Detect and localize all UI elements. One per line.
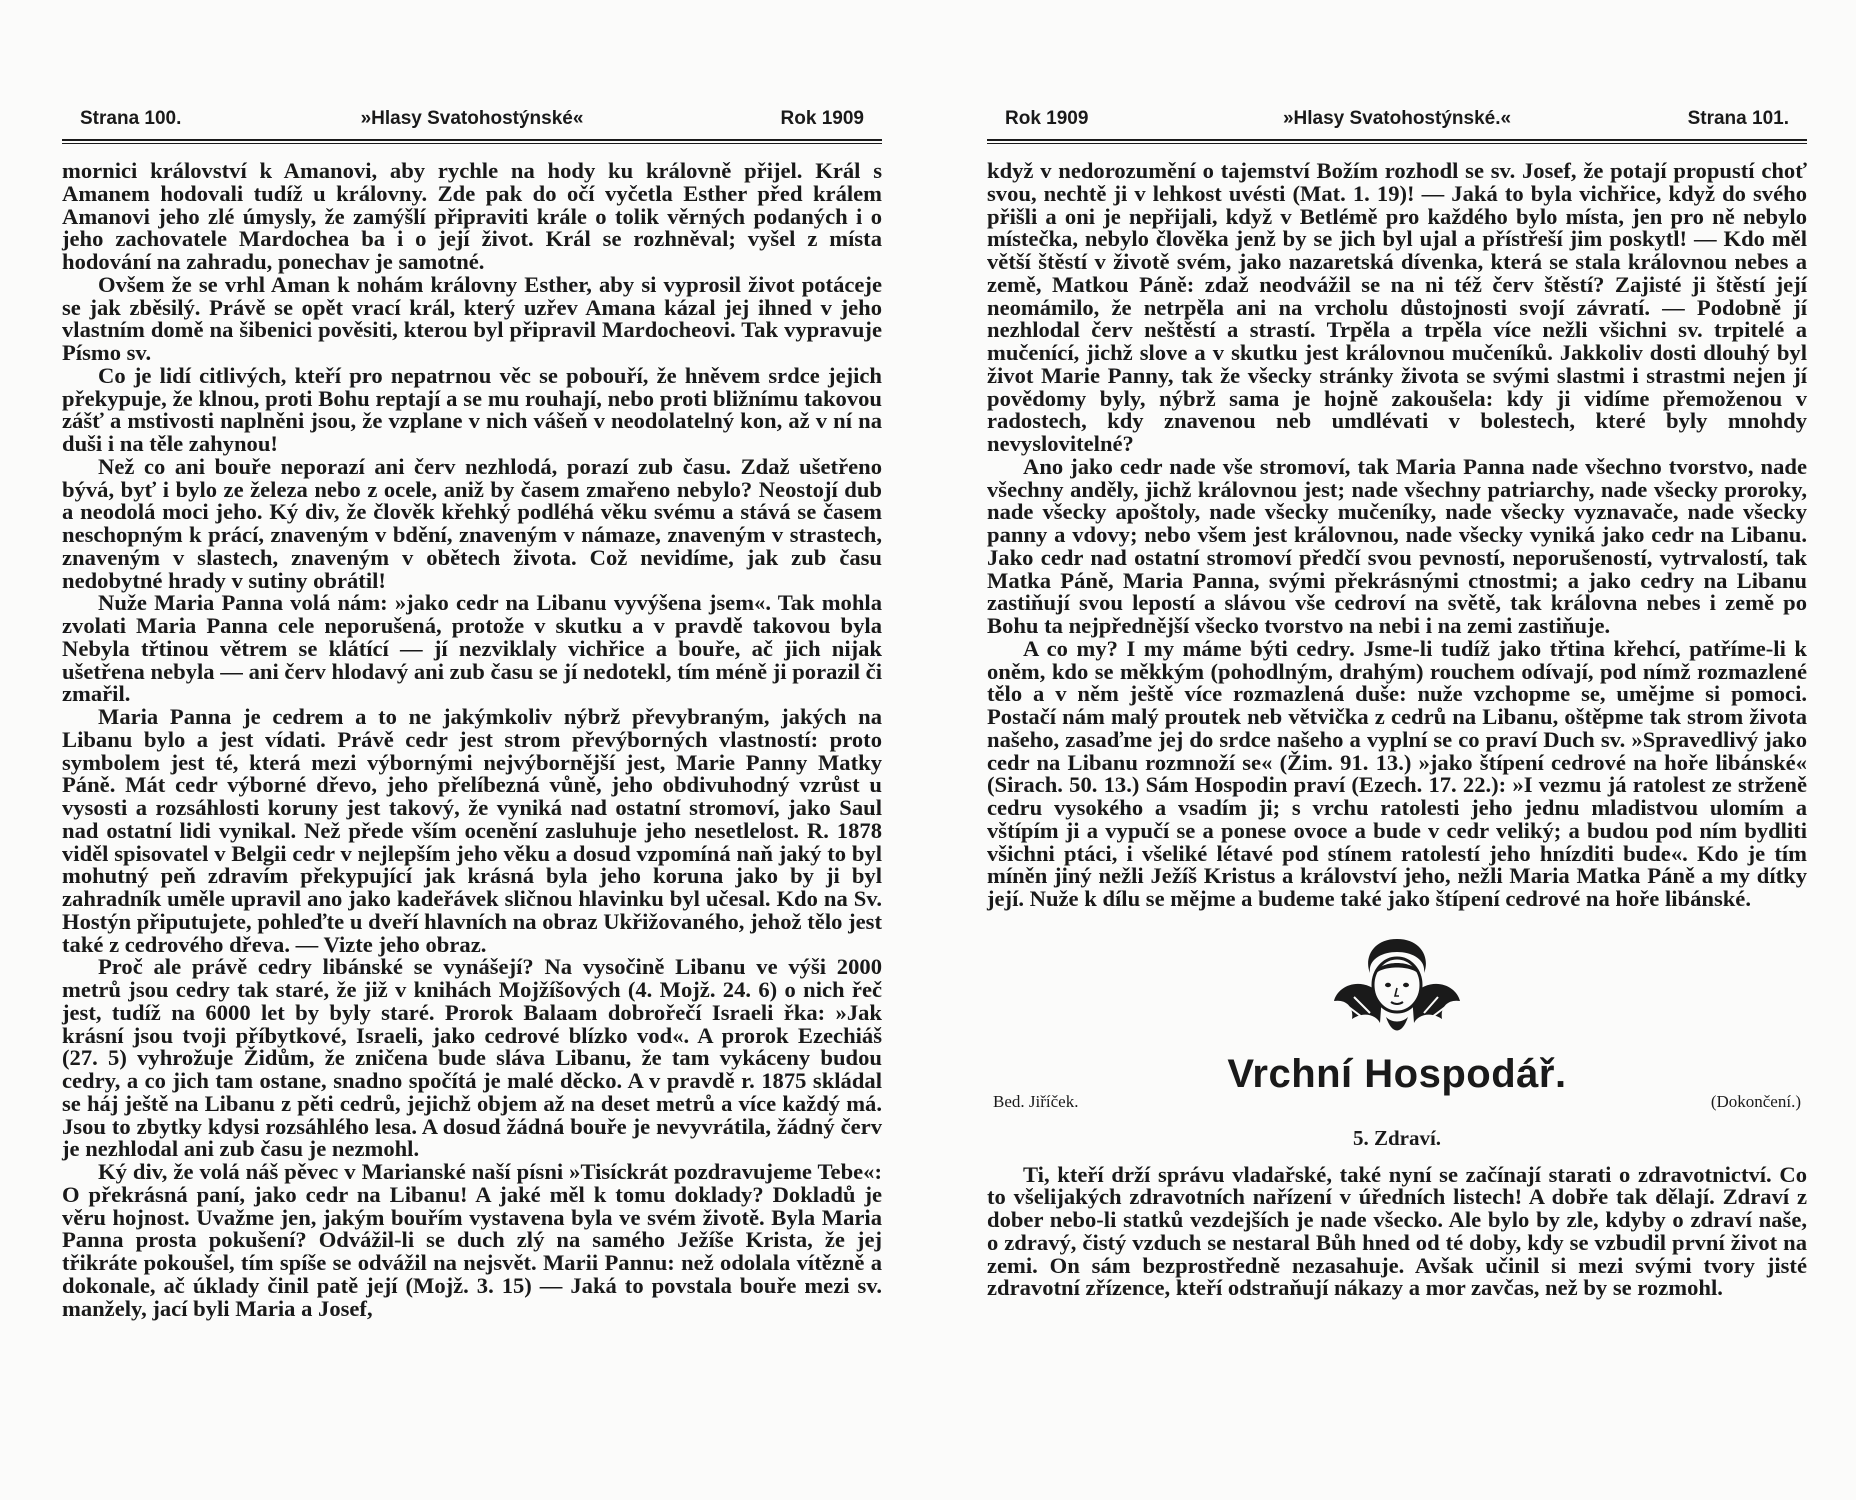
- paragraph: Ti, kteří drží správu vladařské, také nyní se začínají starati o zdravotnictví. Co to všelijakých zdravotních nařízení v úředních listech! A dobře tak dělají. Zdraví z dober nebo-li statků vezdejších je nade všecko. Ale bylo by zle, kdyby o zdraví naše, o zdravý, čistý vzduch se nestaral Bůh hned od té doby, kdy se vzbudil první život na zemi. On sám bezprostředně nezasahuje. Avšak učinil si mezi svými tvory jisté zdravotní zřízence, kteří odstraňují nákazy a mor zavčas, než by se rozmohl.: [987, 1161, 1807, 1301]
- page-number: Strana 100.: [80, 108, 182, 129]
- section-subtitle: 5. Zdraví.: [1352, 1125, 1442, 1150]
- paragraph: Proč ale právě cedry libánské se vynášejí? Na vysočině Libanu ve výši 2000 metrů jsou cedry tak staré, že již v knihách Mojžíšových (4. Mojž. 24. 6) o nich řeč jest, tudíž na 6000 let by byly staré. Prorok Balaam dobrořečí Israeli řka: »Jak krásní jsou tvoji příbytkové, Israeli, jako cedrové blízko vod«. A prorok Ezechiáš (27. 5) vyhrožuje Židům, že zničena bude sláva Libanu, že tam vykáceny budou cedry, a co jich tam ostane, snadno spočítá je malé děcko. A v pravdě r. 1875 skládal se háj ještě na Libanu z pěti cedrů, jejichž objem až na deset metrů a více každý má. Jsou to zbytky kdysi rozsáhlého lesa. A dosud žádná bouře je nevyvrátila, žádný červ je nezhlodal ani zub času je nezmohl.: [62, 954, 882, 1162]
- right-page: [987, 0, 1807, 1500]
- paragraph: Ovšem že se vrhl Aman k nohám královny Esther, aby si vyprosil život potáceje se jak zběsilý. Právě se opět vrací král, který uzřev Amana kázal jej ihned v jeho vlastním domě na šibenici pověsiti, kterou byl připravil Mardocheovi. Tak vypravuje Písmo sv.: [62, 271, 882, 365]
- paragraph: A co my? I my máme býti cedry. Jsme-li tudíž jako třtina křehcí, patříme-li k oněm, kdo se měkkým (pohodlným, drahým) rouchem odívají, pod nímž rozmazlené tělo a v něm ještě více rozmazlená duše: nuže vzchopme se, umějme si pomoci. Postačí nám malý proutek neb větvička z cedrů na Libanu, oštěpme tak strom života našeho, zasaďme jej do srdce našeho a vyplní se co praví Duch sv. »Spravedlivý jako cedr na Libanu rozmnoží se« (Žim. 91. 13.) »jako štípení cedrové na hoře libánské« (Sirach. 50. 13.) Sám Hospodin praví (Ezech. 17. 22.): »I vezmu já ratolest ze strženě cedru vysokého a vsadím ji; s vrchu ratolesti jeho jednu mladistvou ulomím a vštípím ji a vypučí se a ponese ovoce a bude v cedr veliký; a budou pod ním bydliti všichni ptáci, i všeliké létavé pod stínem ratolestí jeho hnízditi bude«. Kdo je tím míněn jiný nežli Ježíš Kristus a království jeho, nežli Maria Matka Páně a my dítky její. Nuže k dílu se mějme a budeme také jako štípení cedrové na hoře libánské.: [987, 635, 1807, 911]
- left-body-text: [62, 160, 882, 1320]
- paragraph: mornici království k Amanovi, aby rychle na hody ku královně přijel. Král s Amanem hodovali tudíž u královny. Zde pak do očí vyčetla Esther před králem Amanovi jeho zlé úmysly, že zamýšlí připraviti krále o tolik věrných podaných i o jeho zachovatele Mardochea ba i o její život. Král se rozhněval; vyšel z místa hodování na zahradu, ponechav je samotné.: [62, 158, 882, 274]
- journal-title: »Hlasy Svatohostýnské.«: [1282, 108, 1512, 129]
- paragraph: Ano jako cedr nade vše stromoví, tak Maria Panna nade všechno tvorstvo, nade všechny anděly, jichž královnou jest; nade všechny patriarchy, nade všecky proroky, nade všecky apoštoly, nade všecky mučeníky, nade všecky vyznavače, nade všecky panny a vdovy; nebo všem jest královnou, nade všecky vyniká jako cedr na Libanu. Jako cedr nad ostatní stromoví předčí svou pevností, neporušeností, vytrvalostí, tak Matka Páně, Maria Panna, svými překrásnými ctnostmi; a jako cedry na Libanu zastiňují svou lepostí a slávou vše cedroví na světě, tak královna nebes i země po Bohu ta nejpřednější všecko tvorstvo na nebi i na zemi zastiňuje.: [987, 453, 1807, 638]
- author-name: Bed. Jiříček.: [993, 1091, 1079, 1111]
- header-rule: [62, 139, 882, 141]
- paragraph: Co je lidí citlivých, kteří pro nepatrnou věc se pobouří, že hněvem srdce jejich překypuje, že klnou, proti Bohu reptají a se mu rouhají, nebo proti bližnímu takovou zášť a mstivosti naplněni jsou, že vzplane v nich vášeň v neodolatelný kon, až v ní na duši i na těle zahynou!: [62, 362, 882, 456]
- paragraph: Nuže Maria Panna volá nám: »jako cedr na Libanu vyvýšena jsem«. Tak mohla zvolati Maria Panna cele neporušená, protože v skutku a v pravdě takovou byla Nebyla třtinou větrem se klátící — jí nezviklaly vichřice a bouře, ač jich nijak ušetřena nebyla — ani červ hlodavý ani zub času se jí nedotekl, tím méně ji porazil či zmařil.: [62, 590, 882, 707]
- section-title: Vrchní Hospodář.: [1227, 1051, 1567, 1096]
- page-header: [80, 108, 864, 136]
- cherub-vignette-icon: [1332, 931, 1462, 1049]
- header-rule: [987, 139, 1807, 141]
- page-number: Strana 101.: [1687, 108, 1789, 129]
- paragraph: Maria Panna je cedrem a to ne jakýmkoliv nýbrž převybraným, jakých na Libanu bylo a jest vídati. Právě cedr jest strom převýborných vlastností: proto symbolem jest té, která mezi výbornými nejvýbornější jest, Marie Panny Matky Páně. Mát cedr výborné dřevo, jeho přelíbezná vůně, jeho obdivuhodný vzrůst u vysosti a rozsáhlosti koruny jest takový, že vyniká nad ostatní stromoví, jako Saul nad ostatní lidi vynikal. Než přede vším ocenění zasluhuje jeho nesetlelost. R. 1878 viděl spisovatel v Belgii cedr v nejlepším jeho věku a dosud vzpomíná naň jaký to byl mohutný peň zdravím překypující jak krásná byla jeho koruna jako by ji byl zahradník uměle upravil ano jako kadeřávek sličnou hlavinku byl učesal. Kdo na Sv. Hostýn připutujete, pohleďte u dveří hlavních na obraz Ukřižovaného, jehož tělo jest také z cedrového dřeva. — Vizte jeho obraz.: [62, 704, 882, 957]
- year-label: Rok 1909: [1005, 108, 1089, 129]
- paragraph: když v nedorozumění o tajemství Božím rozhodl se sv. Josef, že potají propustí choť svou, nechtě ji v lehkost uvésti (Mat. 1. 19)! — Jaká to byla vichřice, když do svého přišli a oni je nepřijali, když v Betlémě pro každého bylo místa, jen pro ně nebylo místečka, nebylo člověka jenž by se jich byl ujal a přístřeší jim poskytl! — Kdo měl větší štěstí v životě svém, jako nazaretská dívenka, která se stala královnou nebes a země, Matkou Páně: zdaž neodvážil se na ni též červ štěstí? Zajisté ji štěstí její neomámilo, že netrpěla ani na vrcholu důstojnosti svojí závratí. — Podobně jí nezhlodal červ neštěstí a strastí. Trpěla a trpěla více nežli všichni sv. trpitelé a mučenící, jichž slove a v skutku jest královnou mučeníků. Jakkoliv dosti dlouhý byl život Marie Panny, tak že všecky stránky života se svými slastmi i strastmi nejen jí povědomy byly, nýbrž sama je hojně zakoušela: kdy ji vidíme přemoženou v radostech, kdy znavenou neb umdlévati v bolestech, které byly mnohdy nevyslovitelné?: [987, 158, 1807, 456]
- year-label: Rok 1909: [780, 108, 864, 129]
- journal-title: »Hlasy Svatohostýnské«: [360, 108, 584, 129]
- header-rule-thin: [62, 143, 882, 144]
- right-body-text: [987, 160, 1807, 1300]
- continued-note: (Dokončení.): [1710, 1091, 1801, 1111]
- section-heading-row: [987, 1051, 1807, 1121]
- page-header: [1005, 108, 1789, 136]
- header-rule-thin: [987, 143, 1807, 144]
- left-page: [62, 0, 882, 1500]
- paragraph: Než co ani bouře neporazí ani červ nezhlodá, porazí zub času. Zdaž ušetřeno bývá, byť i bylo ze železa nebo z ocele, aniž by časem zmařeno nebylo? Neostojí dub a neodolá moci jeho. Ký div, že člověk křehký podléhá věku svému a stává se časem neschopným k prácí, znaveným v bdění, znaveným v námaze, znaveným v strastech, znaveným v slastech, znaveným v obětech života. Což nevidíme, jak zub času nedobytné hrady v sutiny obrátil!: [62, 453, 882, 593]
- paragraph: Ký div, že volá náš pěvec v Marianské naší písni »Tisíckrát pozdravujeme Tebe«: O překrásná paní, jako cedr na Libanu! A jaké měl k tomu doklady? Dokladů je věru hojnost. Uvažme jen, jakým bouřím vystavena byla ve svém životě. Byla Maria Panna prosta pokušení? Odvážil-li se duch zlý na samého Ježíše Krista, že jej třikráte pokoušel, tím spíše se odvážil na nejsvět. Marii Pannu: než odolala vítězně a dokonale, ač úklady činil patě její (Mojž. 3. 15) — Jaká to povstala bouře mezi sv. manžely, jací byli Maria a Josef,: [62, 1159, 882, 1321]
